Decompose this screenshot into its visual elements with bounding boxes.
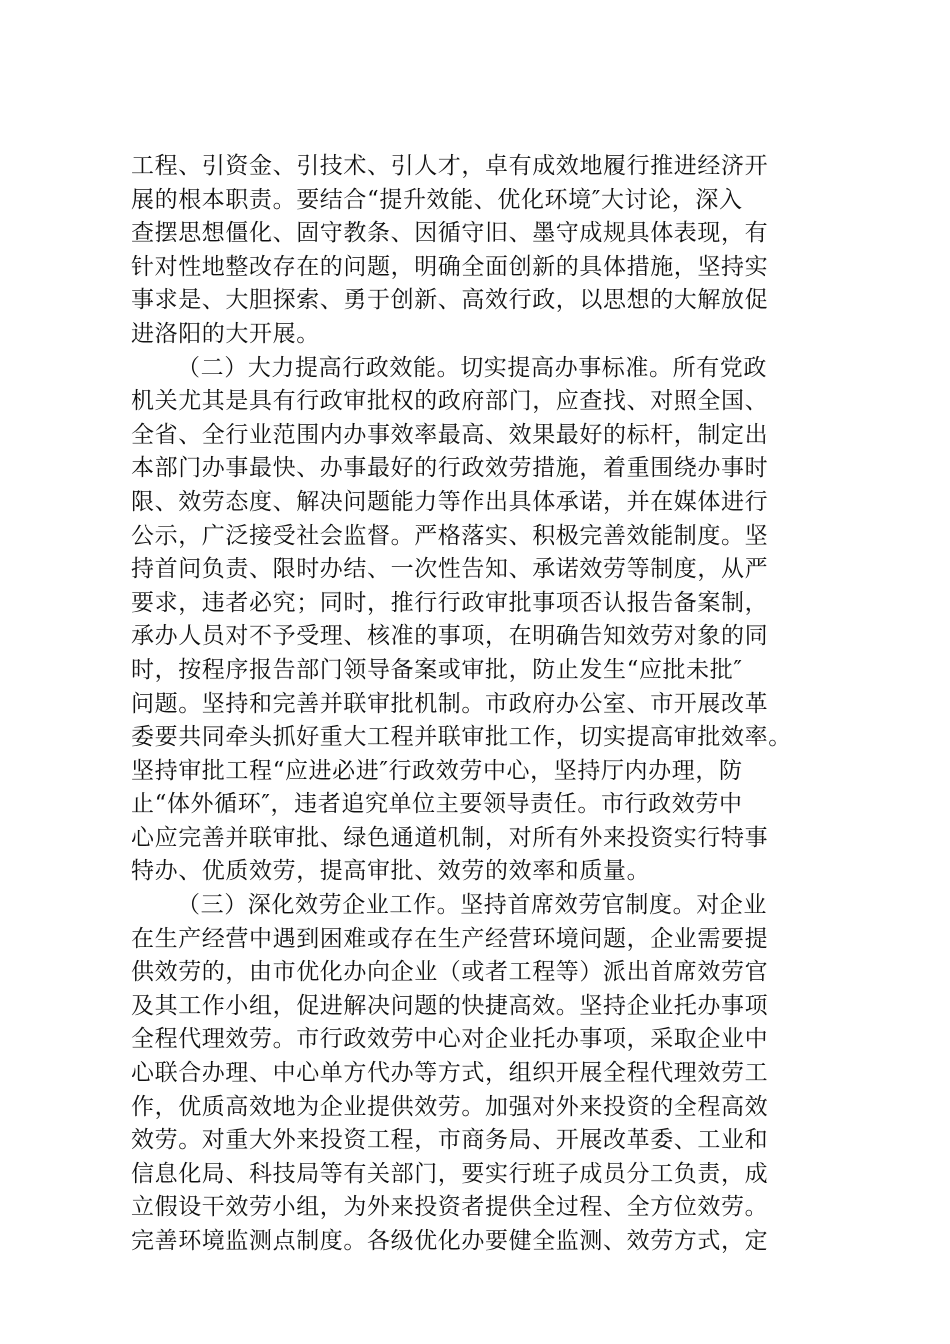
text-line: 及其工作小组，促进解决问题的快捷高效。坚持企业托办事项 (131, 992, 769, 1019)
text-line: 特办、优质效劳，提高审批、效劳的效率和质量。 (131, 858, 651, 885)
text-line: 进洛阳的大开展。 (131, 320, 320, 347)
text-line: 作，优质高效地为企业提供效劳。加强对外来投资的全程高效 (131, 1093, 769, 1120)
text-line: 心应完善并联审批、绿色通道机制，对所有外来投资实行特事 (131, 824, 769, 851)
text-line: 限、效劳态度、解决问题能力等作出具体承诺，并在媒体进行 (131, 488, 769, 515)
text-line: 效劳。对重大外来投资工程，市商务局、开展改革委、工业和 (131, 1127, 769, 1154)
paragraph-first-line: （二）大力提高行政效能。切实提高办事标准。所有党政 (177, 354, 767, 381)
text-line: 要求，违者必究；同时，推行行政审批事项否认报告备案制， (131, 589, 769, 616)
text-line: 展的根本职责。要结合“提升效能、优化环境″大讨论，深入 (131, 186, 743, 213)
text-line: 承办人员对不予受理、核准的事项，在明确告知效劳对象的同 (131, 623, 769, 650)
text-line: 完善环境监测点制度。各级优化办要健全监测、效劳方式，定 (131, 1228, 769, 1254)
text-line: 时，按程序报告部门领导备案或审批，防止发生“应批未批″ (131, 656, 743, 683)
text-line: 止“体外循环″，违者追究单位主要领导责任。市行政效劳中 (131, 791, 743, 818)
text-line: 公示，广泛接受社会监督。严格落实、积极完善效能制度。坚 (131, 522, 769, 549)
text-line: 全省、全行业范围内办事效率最高、效果最好的标杆，制定出 (131, 421, 769, 448)
text-line: 全程代理效劳。市行政效劳中心对企业托办事项，采取企业中 (131, 1026, 769, 1053)
text-line: 持首问负责、限时办结、一次性告知、承诺效劳等制度，从严 (131, 556, 769, 583)
text-line: 在生产经营中遇到困难或存在生产经营环境问题，企业需要提 (131, 925, 769, 952)
text-line: 本部门办事最快、办事最好的行政效劳措施，着重围绕办事时 (131, 455, 769, 482)
text-line: 信息化局、科技局等有关部门，要实行班子成员分工负责，成 (131, 1160, 769, 1187)
text-line: 针对性地整改存在的问题，明确全面创新的具体措施，坚持实 (131, 253, 769, 280)
text-line: 机关尤其是具有行政审批权的政府部门，应查找、对照全国、 (131, 388, 769, 415)
text-line: 心联合办理、中心单方代办等方式，组织开展全程代理效劳工 (131, 1060, 769, 1087)
text-line: 坚持审批工程“应进必进″行政效劳中心，坚持厅内办理，防 (131, 757, 743, 784)
document-body (131, 150, 821, 1259)
text-line: 立假设干效劳小组，为外来投资者提供全过程、全方位效劳。 (131, 1194, 769, 1221)
paragraph-first-line: （三）深化效劳企业工作。坚持首席效劳官制度。对企业 (177, 892, 767, 919)
text-line: 供效劳的，由市优化办向企业（或者工程等）派出首席效劳官 (131, 959, 769, 986)
text-line: 委要共同牵头抓好重大工程并联审批工作，切实提高审批效率。 (131, 724, 792, 751)
text-line: 问题。坚持和完善并联审批机制。市政府办公室、市开展改革 (131, 690, 769, 717)
text-line: 工程、引资金、引技术、引人才，卓有成效地履行推进经济开 (131, 153, 769, 179)
text-line: 事求是、大胆探索、勇于创新、高效行政，以思想的大解放促 (131, 287, 769, 314)
text-line: 查摆思想僵化、固守教条、因循守旧、墨守成规具体表现，有 (131, 220, 769, 247)
